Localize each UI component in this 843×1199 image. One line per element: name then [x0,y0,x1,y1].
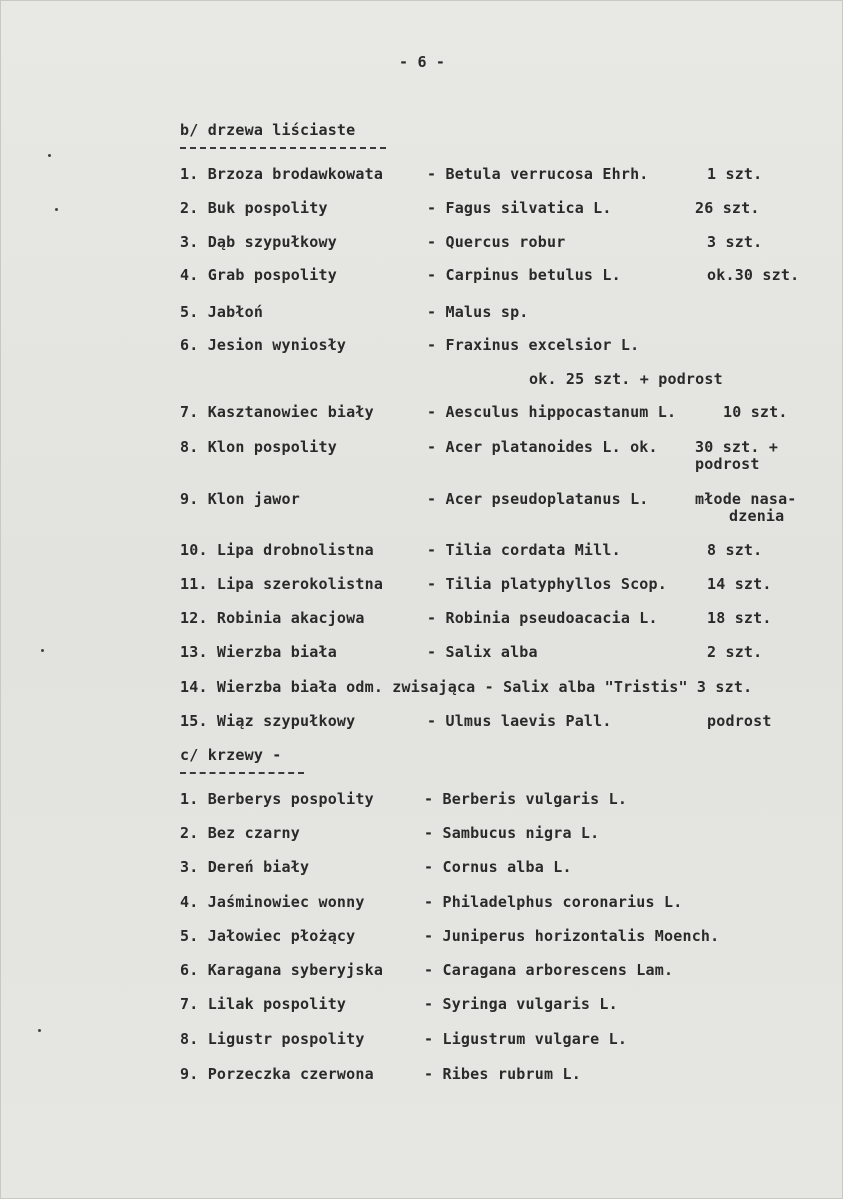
shrub-polish-name: 4. Jaśminowiec wonny [180,893,365,911]
section-c-heading: c/ krzewy - [180,746,282,764]
tree-quantity-note: ok. 25 szt. + podrost [529,370,723,388]
tree-latin-name: - Fraxinus excelsior L. [427,336,640,354]
tree-quantity-continued: podrost [695,455,760,473]
margin-speck [55,208,58,211]
tree-polish-name: 8. Klon pospolity [180,438,337,456]
tree-latin-name: - Acer platanoides L. ok. [427,438,658,456]
tree-quantity: ok.30 szt. [707,266,800,284]
tree-polish-name: 4. Grab pospolity [180,266,337,284]
tree-quantity: 14 szt. [707,575,772,593]
tree-polish-name: 15. Wiąz szypułkowy [180,712,356,730]
tree-entry-full-line: 14. Wierzba biała odm. zwisająca - Salix alba "Tristis" 3 szt. [180,678,753,696]
shrub-polish-name: 1. Berberys pospolity [180,790,374,808]
tree-latin-name: - Robinia pseudoacacia L. [427,609,658,627]
shrub-latin-name: - Caragana arborescens Lam. [424,961,674,979]
tree-latin-name: - Acer pseudoplatanus L. [427,490,649,508]
tree-quantity-continued: dzenia [729,507,785,525]
tree-quantity: młode nasa- [695,490,797,508]
shrub-latin-name: - Ribes rubrum L. [424,1065,581,1083]
tree-polish-name: 10. Lipa drobnolistna [180,541,374,559]
shrub-polish-name: 2. Bez czarny [180,824,300,842]
shrub-latin-name: - Berberis vulgaris L. [424,790,628,808]
shrub-latin-name: - Cornus alba L. [424,858,572,876]
margin-speck [41,649,44,652]
tree-quantity: 2 szt. [707,643,763,661]
tree-polish-name: 13. Wierzba biała [180,643,337,661]
shrub-polish-name: 3. Dereń biały [180,858,310,876]
tree-quantity: 26 szt. [695,199,760,217]
tree-quantity: podrost [707,712,772,730]
margin-speck [48,154,51,157]
tree-latin-name: - Betula verrucosa Ehrh. [427,165,649,183]
section-c-underline [180,772,304,774]
margin-speck [38,1029,41,1032]
tree-quantity: 10 szt. [723,403,788,421]
shrub-polish-name: 5. Jałowiec płożący [180,927,356,945]
section-b-underline [180,147,386,149]
tree-latin-name: - Salix alba [427,643,538,661]
tree-latin-name: - Carpinus betulus L. [427,266,621,284]
tree-latin-name: - Fagus silvatica L. [427,199,612,217]
tree-polish-name: 5. Jabłoń [180,303,264,321]
tree-quantity: 30 szt. + [695,438,779,456]
tree-quantity: 8 szt. [707,541,763,559]
tree-quantity: 1 szt. [707,165,763,183]
shrub-latin-name: - Philadelphus coronarius L. [424,893,683,911]
shrub-polish-name: 7. Lilak pospolity [180,995,347,1013]
tree-latin-name: - Ulmus laevis Pall. [427,712,612,730]
shrub-latin-name: - Juniperus horizontalis Moench. [424,927,720,945]
shrub-polish-name: 6. Karagana syberyjska [180,961,384,979]
shrub-polish-name: 8. Ligustr pospolity [180,1030,365,1048]
tree-polish-name: 9. Klon jawor [180,490,300,508]
shrub-latin-name: - Syringa vulgaris L. [424,995,618,1013]
tree-quantity: 18 szt. [707,609,772,627]
tree-latin-name: - Tilia cordata Mill. [427,541,621,559]
tree-polish-name: 1. Brzoza brodawkowata [180,165,384,183]
shrub-latin-name: - Sambucus nigra L. [424,824,600,842]
tree-quantity: 3 szt. [707,233,763,251]
tree-polish-name: 12. Robinia akacjowa [180,609,365,627]
shrub-polish-name: 9. Porzeczka czerwona [180,1065,374,1083]
tree-latin-name: - Aesculus hippocastanum L. [427,403,677,421]
shrub-latin-name: - Ligustrum vulgare L. [424,1030,628,1048]
section-b-heading: b/ drzewa liściaste [180,121,356,139]
tree-polish-name: 11. Lipa szerokolistna [180,575,384,593]
page-number: - 6 - [399,53,446,71]
tree-polish-name: 3. Dąb szypułkowy [180,233,337,251]
tree-latin-name: - Quercus robur [427,233,566,251]
tree-polish-name: 6. Jesion wyniosły [180,336,347,354]
tree-polish-name: 2. Buk pospolity [180,199,328,217]
tree-latin-name: - Tilia platyphyllos Scop. [427,575,667,593]
tree-polish-name: 7. Kasztanowiec biały [180,403,374,421]
tree-latin-name: - Malus sp. [427,303,529,321]
